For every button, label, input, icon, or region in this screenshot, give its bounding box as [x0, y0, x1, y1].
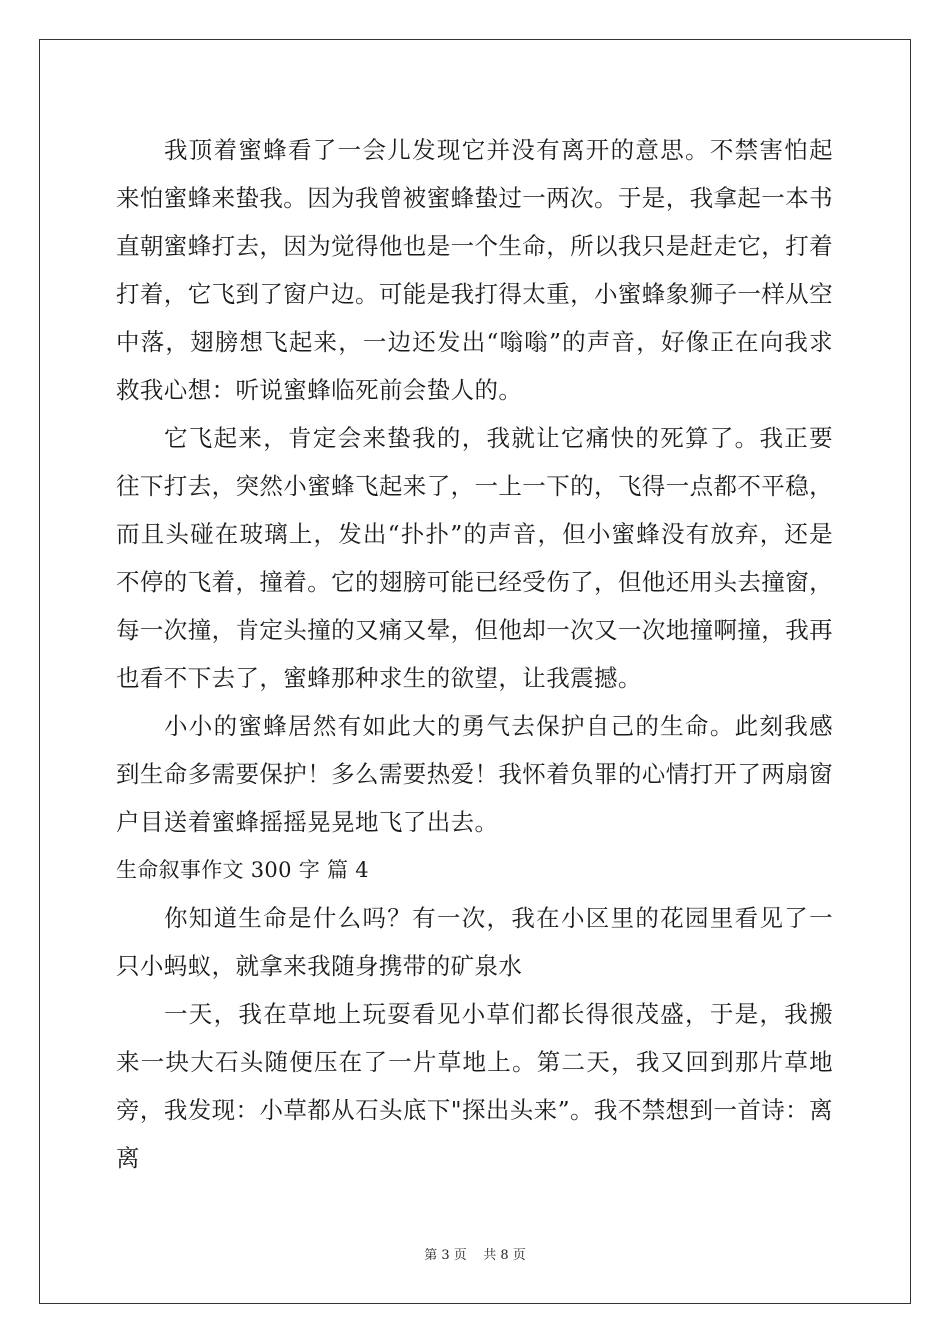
section-heading: 生命叙事作文 300 字 篇 4 — [116, 858, 369, 882]
section-paragraph-1: 你知道生命是什么吗？有一次，我在小区里的花园里看见了一只小蚂蚁，就拿来我随身携带的矿泉水 — [116, 904, 833, 980]
page-footer — [0, 1247, 950, 1265]
page-number-label: 第 3 页 共 8 页 — [424, 1248, 526, 1263]
section-paragraph-2: 一天，我在草地上玩耍看见小草们都长得很茂盛，于是，我搬来一块大石头随便压在了一片草地上。第二天，我又回到那片草地旁，我发现：小草都从石头底下"探出头来”。我不禁想到一首诗：离离 — [116, 1000, 833, 1172]
paragraph-3: 小小的蜜蜂居然有如此大的勇气去保护自己的生命。此刻我感到生命多需要保护！多么需要热爱！我怀着负罪的心情打开了两扇窗户目送着蜜蜂摇摇晃晃地飞了出去。 — [116, 712, 833, 836]
paragraph-2: 它飞起来，肯定会来蛰我的，我就让它痛快的死算了。我正要往下打去，突然小蜜蜂飞起来了，一上一下的，飞得一点都不平稳，而且头碰在玻璃上，发出“扑扑”的声音，但小蜜蜂没有放弃，还是不停的飞着，撞着。它的翅膀可能已经受伤了，但他还用头去撞窗，每一次撞，肯定头撞的又痛又晕，但他却一次又一次地撞啊撞，我再也看不下去了，蜜蜂那种求生的欲望，让我震撼。 — [116, 424, 833, 692]
document-body — [116, 126, 833, 1182]
paragraph-1: 我顶着蜜蜂看了一会儿发现它并没有离开的意思。不禁害怕起来怕蜜蜂来蛰我。因为我曾被蜜蜂蛰过一两次。于是，我拿起一本书直朝蜜蜂打去，因为觉得他也是一个生命，所以我只是赶走它，打着打着，它飞到了窗户边。可能是我打得太重，小蜜蜂象狮子一样从空中落，翅膀想飞起来，一边还发出“嗡嗡”的声音，好像正在向我求救我心想：听说蜜蜂临死前会蛰人的。 — [116, 136, 833, 404]
